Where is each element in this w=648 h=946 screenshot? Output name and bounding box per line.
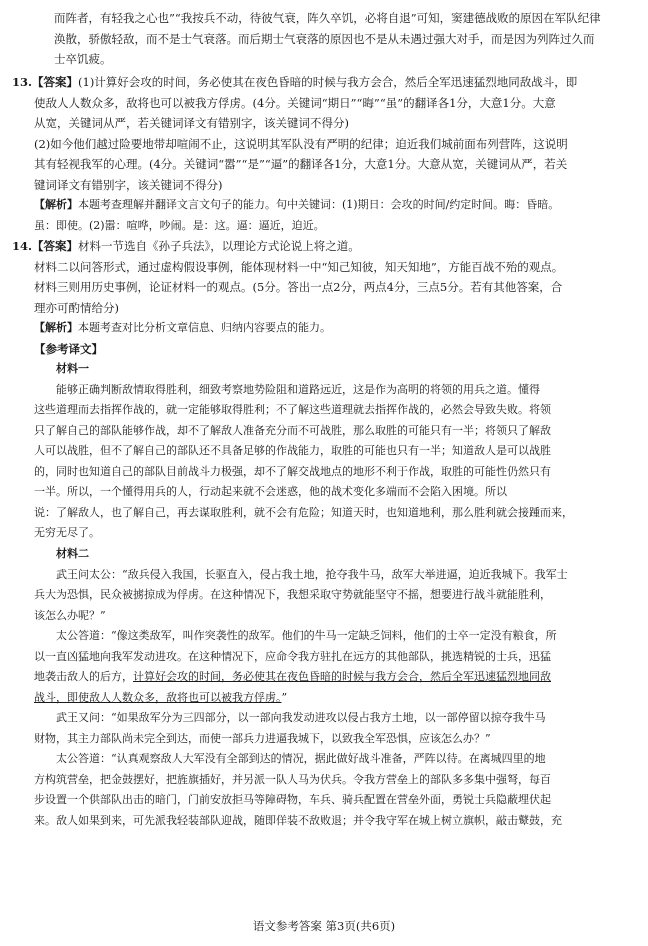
text-line: 步设置一个供部队出击的暗门，门前安放拒马等障碍物，车兵、骑兵配置在营垒外面，勇锐士兵隐蔽埋伏起 (34, 793, 551, 806)
text-line: 该怎么办呢？” (34, 608, 106, 622)
underlined-span: 计算好会攻的时间，务必使其在夜色昏暗的时候与我方会合，然后全军迅速猛烈地同敌 (133, 670, 551, 683)
text-line: 材料三则用历史事例，论证材料一的观点。(5分。答出一点2分，两点4分，三点5分。若有其他答案，合 (34, 280, 563, 294)
question-number: 14. (12, 239, 33, 253)
answer-tag: 【答案】 (32, 75, 79, 89)
reference-translation-tag: 【参考译文】 (34, 341, 103, 356)
text-line: 能够正确判断敌情取得胜利，细致考察地势险阻和道路远近，这是作为高明的将领的用兵之道。懂得 (56, 382, 540, 396)
text-span: ” (281, 690, 288, 704)
q14-answer-line-1 (12, 236, 632, 257)
question-14 (12, 236, 632, 359)
text-line: 涣散，骄傲轻敌，而不是士气衰落。而后期士气衰落的原因也不是从未遇过强大对手，而是因为列阵过久而 (54, 31, 595, 46)
continuation-paragraph (54, 8, 632, 70)
text-line: 虽：即使。(2)嚣：喧哗，吵闹。是：这。逼：逼近，迫近。 (34, 218, 325, 232)
material-title: 材料二 (56, 547, 89, 560)
text-line: 人可以战胜，但不了解自己的部队还不具备足够的作战能力，取胜的可能也只有一半；知道敌人是可以战胜 (34, 444, 551, 457)
text-line-underlined (34, 667, 632, 688)
text-line: 这些道理而去指挥作战的，就一定能够取得胜利；不了解这些道理就去指挥作战的，必然会导致失败。将领 (34, 403, 551, 416)
text-line: 只了解自己的部队能够作战，却不了解敌人准备充分而不可战胜，那么取胜的可能只有一半；将领只了解敌 (34, 423, 551, 437)
text-line: 武王又问：“如果敌军分为三四部分，以一部向我发动进攻以侵占我方土地，以一部停留以掠夺我牛马 (56, 711, 546, 724)
text-line: 其有轻视我军的心理。(4分。关键词“嚣”“是”“逼”的翻译各1分，大意1分。大意从宽，关键词从严，若关 (34, 157, 568, 171)
analysis-line (12, 195, 632, 216)
text-span: 地袭击敌人的后方， (34, 670, 133, 683)
text-line: 来。敌人如果到来，可先派我轻装部队迎战，随即佯装不敌败退；并令我守军在城上树立旗帜，敲击鼙鼓，充 (34, 813, 562, 827)
analysis-tag: 【解析】 (34, 198, 78, 211)
text-line: 士卒饥疲。 (54, 52, 112, 66)
answer-tag: 【答案】 (32, 239, 79, 253)
text-line: 使敌人人数众多，敌将也可以被我方俘虏。(4分。关键词“期日”“晦”“虽”的翻译各1分，大意1分。大意 (34, 95, 556, 110)
text-line: 财物，其主力部队尚未完全到达，而使一部兵力进逼我城下，以致我全军恐惧，应该怎么办？” (34, 731, 491, 745)
text-line-underlined (34, 688, 632, 709)
question-number: 13. (12, 75, 33, 89)
text-line: 一半。所以，一个懂得用兵的人，行动起来就不会迷惑，他的战术变化多端而不会陷入困境。所以 (34, 485, 507, 498)
question-13 (12, 72, 632, 236)
text-line: 而阵者，有轻我之心也”“我按兵不动，待彼气衰，阵久卒饥，必将自退”可知，窦建德战败的原因在军队纪律 (54, 11, 601, 25)
material-title: 材料一 (56, 362, 89, 375)
text-line: 兵大为恐惧，民众被掳掠成为俘虏。在这种情况下，我想采取守势就能坚守不摇，想要进行战斗就能胜利， (34, 588, 551, 601)
text-line: 本题考查对比分析文章信息、归纳内容要点的能力。 (78, 321, 331, 334)
text-line: (2)如今他们越过险要地带却喧闹不止，这说明其军队没有严明的纪律；迫近我们城前面布列营阵，这说明 (34, 136, 568, 151)
analysis-line (12, 318, 632, 339)
text-line: 太公答道：“认真观察敌人大军没有全部到达的情况，据此做好战斗准备，严阵以待。在离城四里的地 (56, 752, 546, 765)
text-line: 本题考查理解并翻译文言文句子的能力。句中关键词：(1)期日：会攻的时间/约定时间。晦：昏暗。 (78, 198, 560, 211)
text-line: 无穷无尽了。 (34, 526, 100, 539)
underlined-span: 战斗，即使敌人人数众多，敌将也可以被我方俘虏。 (34, 690, 282, 704)
text-line: 从宽，关键词从严，若关键词译文有错别字，该关键词不得分) (34, 116, 349, 130)
material-one (34, 359, 632, 544)
text-line: 材料二以问答形式，通过虚构假设事例，能体现材料一中“知己知彼，知天知地”，方能百战不殆的观点。 (34, 259, 564, 274)
text-line: 理亦可酌情给分) (34, 300, 119, 315)
text-line: 说：了解敌人，也了解自己，再去谋取胜利，就不会有危险；知道天时，也知道地利，那么胜利就会接踵而来， (34, 505, 573, 519)
material-two (34, 544, 632, 831)
text-line: 材料一节选自《孙子兵法》，以理论方式论说上将之道。 (78, 239, 360, 253)
text-line: 以一直凶猛地向我军发动进攻。在这种情况下，应命令我方驻扎在远方的其他部队，挑选精锐的士兵，迅猛 (34, 649, 551, 663)
analysis-tag: 【解析】 (34, 321, 78, 334)
text-line: 键词译文有错别字，该关键词不得分) (34, 177, 223, 192)
page-footer: 语文参考答案 第3页(共6页) (252, 919, 396, 933)
text-line: 太公答道：“像这类敌军，叫作突袭性的敌军。他们的牛马一定缺乏饲料，他们的士卒一定没有粮食，所 (56, 629, 557, 642)
text-line: 武王问太公：“敌兵侵入我国，长驱直入，侵占我土地，抢夺我牛马，敌军大举进逼，迫近我城下。我军士 (56, 567, 568, 581)
q13-answer-line-1 (12, 72, 632, 93)
text-line: 的，同时也知道自己的部队目前战斗力极强，却不了解交战地点的地形不利于作战，取胜的可能性仍然只有 (34, 464, 551, 478)
text-line: 方构筑营垒，把金鼓摆好，把旌旗插好，并另派一队人马为伏兵。令我方营垒上的部队多多集中强弩，每百 (34, 772, 551, 786)
text-line: (1)计算好会攻的时间，务必使其在夜色昏暗的时候与我方会合，然后全军迅速猛烈地同敌战斗，即 (78, 75, 578, 89)
